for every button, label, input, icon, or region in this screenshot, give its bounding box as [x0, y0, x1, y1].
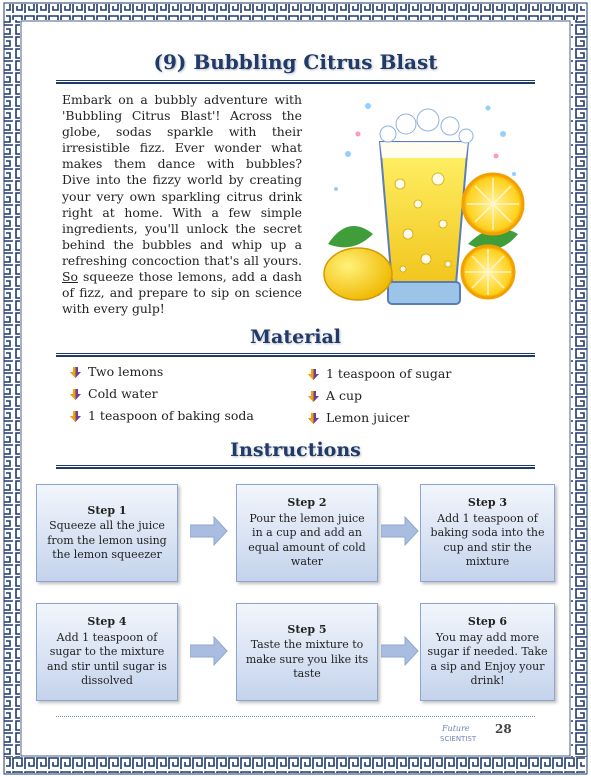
step-text: You may add more sugar if needed. Take a sip and Enjoy your drink! — [427, 630, 548, 688]
material-item — [308, 384, 451, 406]
step-title: Step 3 — [467, 496, 508, 510]
step-1-box — [36, 484, 178, 582]
step-text: Add 1 teaspoon of sugar to the mixture and stir until sugar is dissolved — [47, 630, 167, 688]
page-title: (9) Bubbling Citrus Blast — [153, 50, 438, 74]
right-arrow-icon — [381, 516, 419, 546]
arrow-bullet-icon — [308, 368, 319, 379]
step-text: Taste the mixture to make sure you like its taste — [245, 638, 369, 680]
right-arrow-icon — [190, 516, 228, 546]
step-text: Squeeze all the juice from the lemon using the lemon squeezer — [47, 519, 167, 561]
step-text: Add 1 teaspoon of baking soda into the cup and stir the mixture — [430, 511, 545, 569]
intro-so: So — [62, 269, 78, 285]
material-rule — [56, 353, 535, 357]
step-title: Step 4 — [87, 615, 127, 629]
instructions-rule — [56, 465, 535, 469]
intro-paragraph — [62, 92, 302, 317]
arrow-bullet-icon — [308, 412, 319, 423]
arrow-bullet-icon — [308, 390, 319, 401]
arrow-bullet-icon — [70, 366, 81, 377]
material-label: Cold water — [88, 385, 158, 401]
material-item — [308, 406, 451, 428]
step-5-box — [236, 603, 378, 701]
material-item — [308, 362, 451, 384]
logo-text: Future — [442, 724, 470, 733]
intro-text-end: squeeze those lemons, add a dash of fizz, and prepare to sip on science with every gulp! — [62, 269, 302, 317]
step-title: Step 1 — [87, 503, 127, 517]
step-3-box — [420, 484, 555, 582]
material-label: Lemon juicer — [326, 409, 410, 425]
step-6-box — [420, 603, 555, 701]
material-item — [70, 382, 254, 404]
citrus-drink-illustration — [318, 94, 530, 322]
step-title: Step 6 — [467, 615, 508, 629]
material-list-left — [70, 360, 254, 426]
right-arrow-icon — [190, 636, 228, 666]
logo-text: SCIENTIST — [440, 735, 477, 743]
future-scientist-logo — [436, 722, 486, 744]
material-list-right — [308, 362, 451, 428]
footer-rule — [56, 716, 535, 717]
material-label: 1 teaspoon of sugar — [326, 365, 452, 381]
title-rule — [56, 80, 535, 84]
material-label: Two lemons — [88, 363, 164, 379]
instructions-heading: Instructions — [230, 439, 361, 461]
arrow-bullet-icon — [70, 388, 81, 399]
step-title: Step 2 — [287, 496, 327, 510]
worksheet-page — [36, 36, 555, 741]
step-4-box — [36, 603, 178, 701]
step-title: Step 5 — [287, 622, 327, 636]
material-item — [70, 404, 254, 426]
step-2-box — [236, 484, 378, 582]
page-number: 28 — [495, 722, 512, 736]
intro-text: Embark on a bubbly adventure with 'Bubbling Citrus Blast'! Across the globe, sodas sparkle with their irresistible fizz. Ever wonder what makes them dance with bubbles? Dive into the fizzy world by creating your very own sparkling citrus drink right at home. With a few simple ingredients, you'll unlock the secret behind the bubbles and whip up a refreshing concoction that's all yours. — [62, 92, 302, 268]
material-item — [70, 360, 254, 382]
arrow-bullet-icon — [70, 410, 81, 421]
material-label: 1 teaspoon of baking soda — [88, 407, 254, 423]
material-label: A cup — [326, 387, 363, 403]
right-arrow-icon — [381, 636, 419, 666]
step-text: Pour the lemon juice in a cup and add an equal amount of cold water — [248, 511, 366, 569]
material-heading: Material — [250, 326, 341, 348]
